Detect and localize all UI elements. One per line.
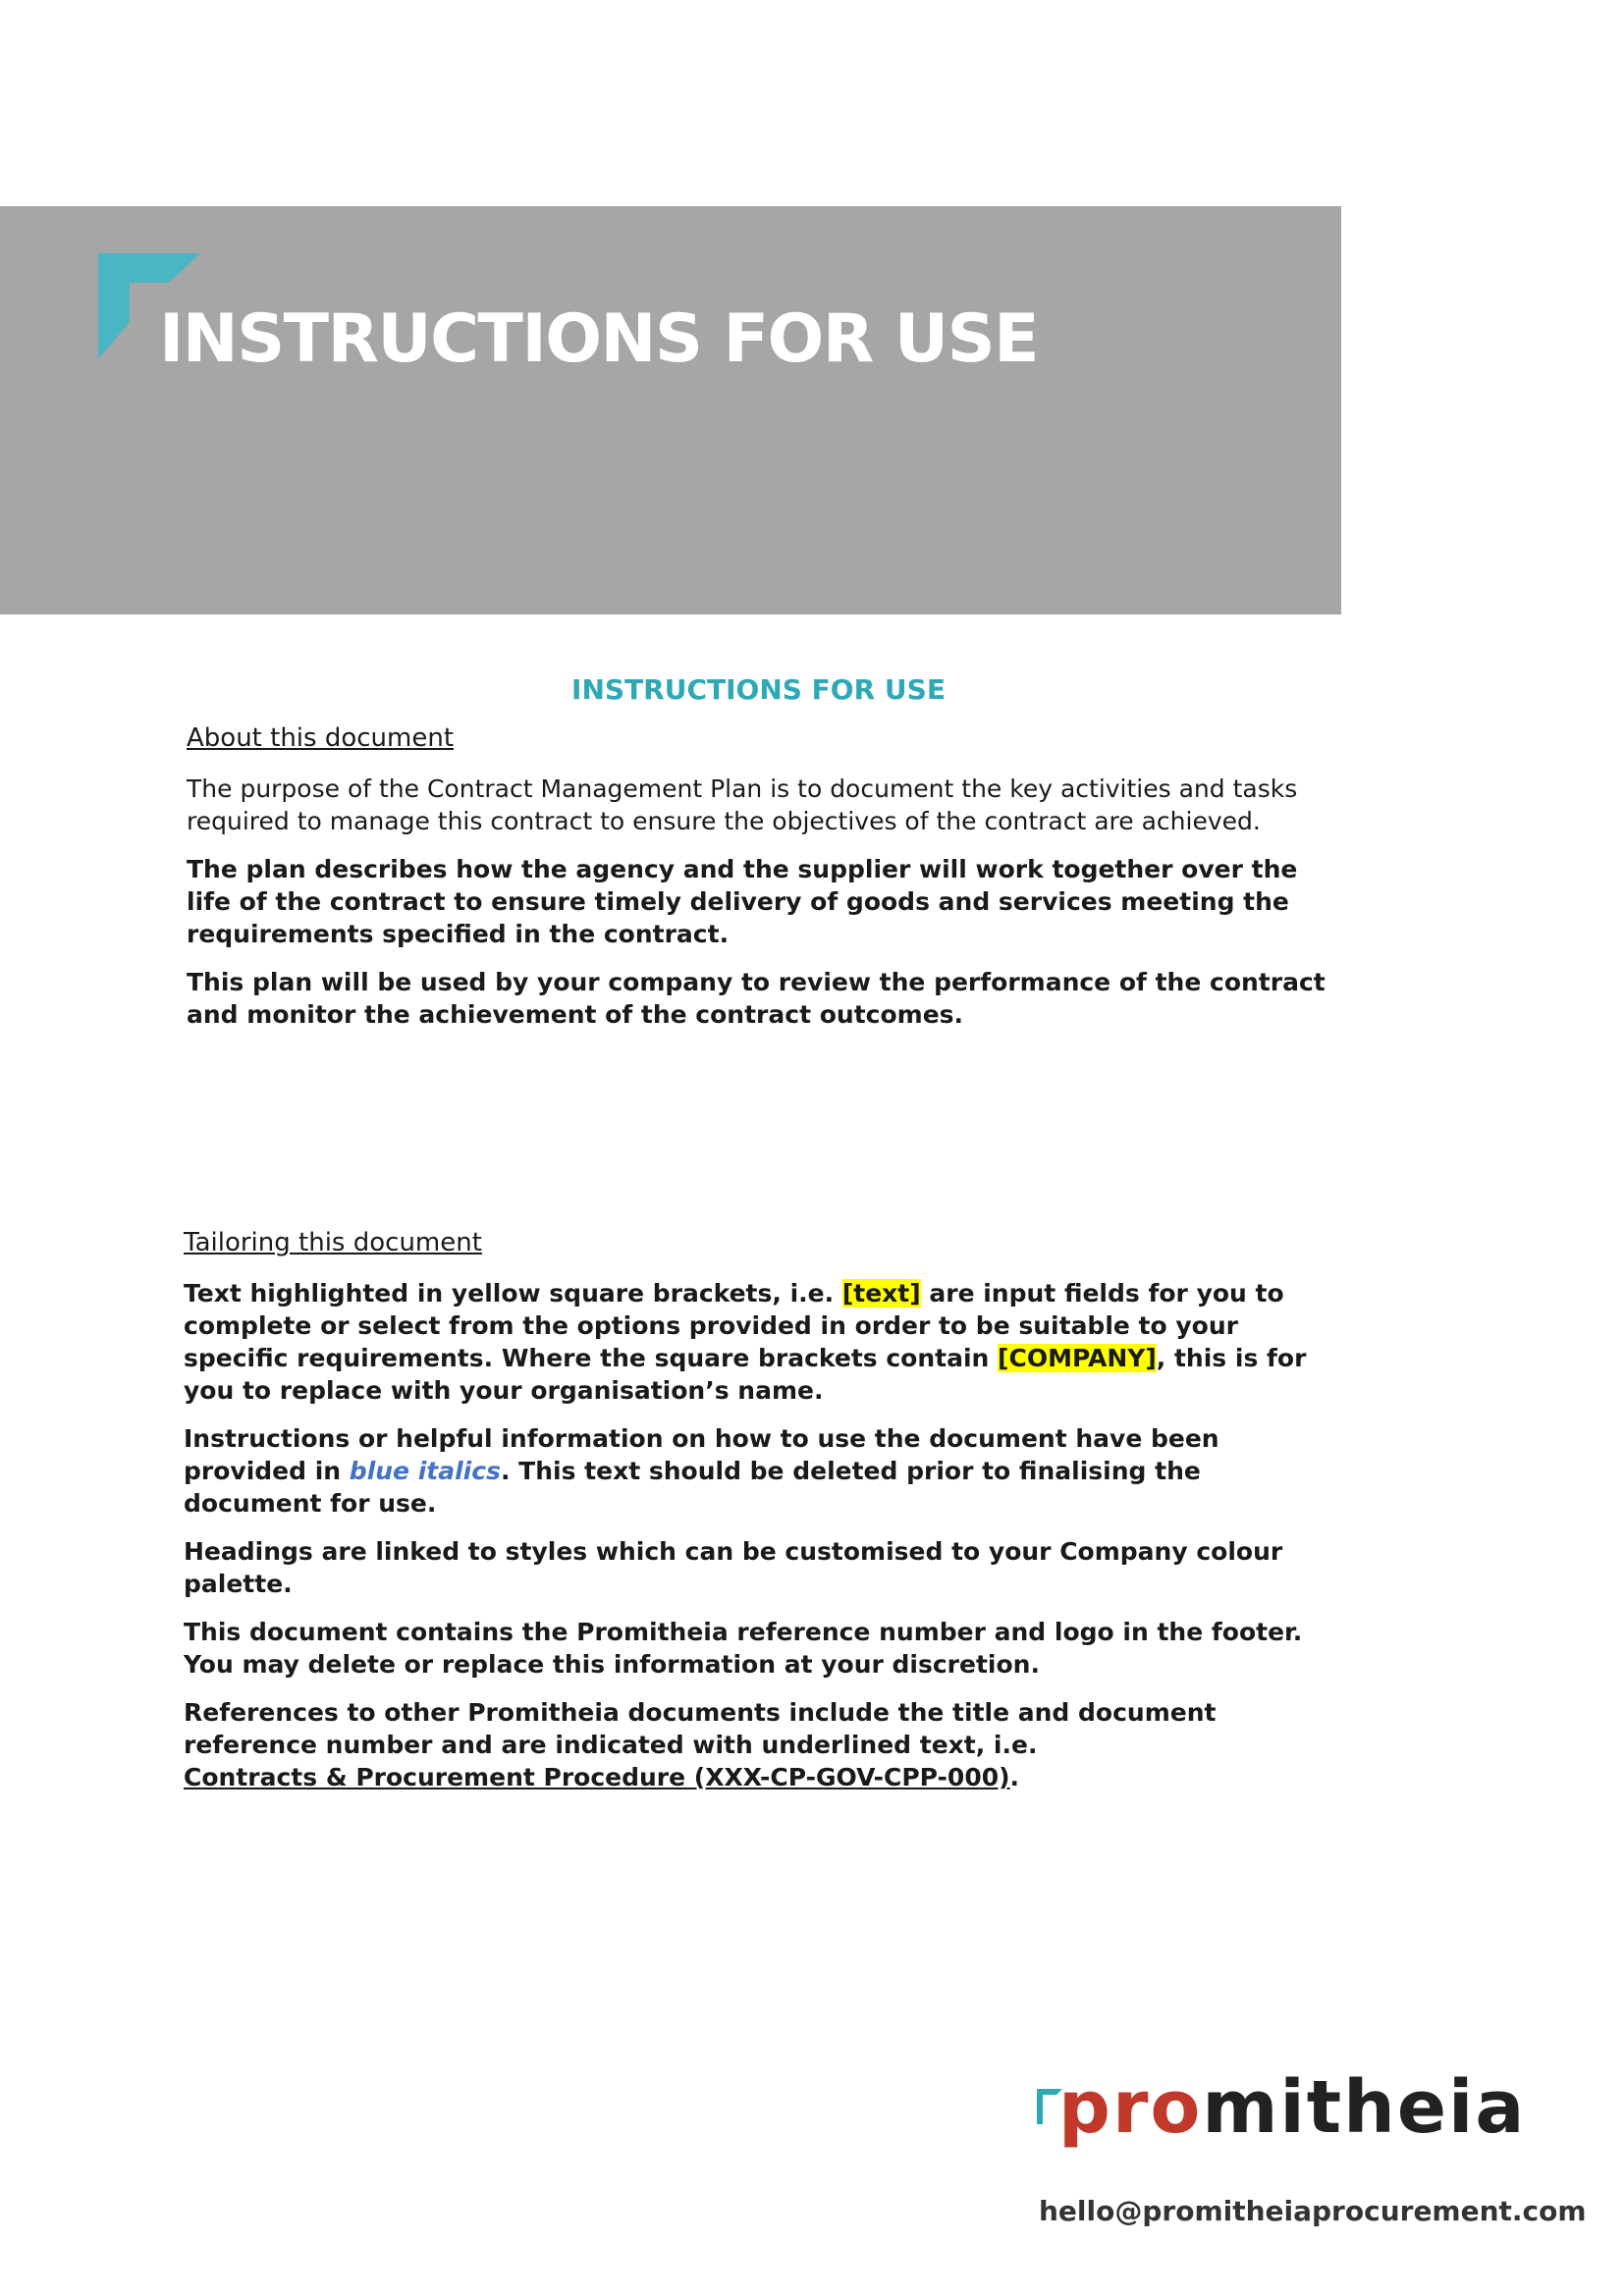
contact-email[interactable]: hello@promitheiaprocurement.com: [1039, 2195, 1587, 2227]
about-paragraph-2: The plan describes how the agency and the supplier will work together over the life of the contract to ensure timely delivery of goods and services meeting the requirements specified in the contract.: [187, 855, 1298, 948]
tailoring-paragraph-2: [184, 1422, 1342, 1520]
title-banner: [0, 206, 1341, 614]
promitheia-logo: [1037, 2065, 1528, 2167]
tailoring-p1-text: Text highlighted in yellow square brackets, i.e.: [184, 1279, 842, 1308]
tailoring-paragraph-1: [184, 1277, 1342, 1407]
tailoring-p1-text-3: , this is for you to replace with your organisation’s name.: [184, 1344, 1307, 1405]
procedure-reference-link[interactable]: Contracts & Procurement Procedure (XXX-CP-GOV-CPP-000): [184, 1763, 1010, 1791]
tailoring-paragraph-3: Headings are linked to styles which can be customised to your Company colour palette.: [184, 1537, 1283, 1598]
logo-mitheia: mitheia: [1202, 2065, 1527, 2150]
tailoring-p5-end: .: [1009, 1763, 1020, 1791]
blue-italics-sample: blue italics: [349, 1457, 501, 1485]
about-section: [187, 722, 1345, 1046]
logo-pro: pro: [1058, 2065, 1203, 2150]
tailoring-p2-text: Instructions or helpful information on how to use the document have been provided in: [184, 1424, 1219, 1485]
logo-wordmark: [1058, 2065, 1527, 2150]
tailoring-p1-text-2: are input fields for you to complete or select from the options provided in order to be suitable to your specific requirements. Where the square brackets contain: [184, 1279, 1284, 1372]
text-placeholder-tag: [text]: [841, 1279, 921, 1308]
tailoring-p2-text-2: . This text should be deleted prior to finalising the document for use.: [184, 1457, 1201, 1518]
tailoring-paragraph-5: [184, 1696, 1342, 1793]
about-heading: About this document: [187, 723, 455, 753]
about-paragraph-3: This plan will be used by your company to review the performance of the contract and monitor the achievement of the contract outcomes.: [187, 968, 1326, 1029]
section-heading: INSTRUCTIONS FOR USE: [571, 673, 946, 706]
about-paragraph-1: The purpose of the Contract Management Plan is to document the key activities and tasks required to manage this contract to ensure the objectives of the contract are achieved.: [187, 774, 1298, 835]
banner-title: INSTRUCTIONS FOR USE: [159, 300, 1039, 378]
tailoring-heading: Tailoring this document: [184, 1228, 482, 1257]
tailoring-section: [184, 1227, 1342, 1809]
company-placeholder-tag: [COMPANY]: [998, 1344, 1157, 1372]
tailoring-p5-text: References to other Promitheia documents include the title and document reference number and are indicated with underlined text, i.e.: [184, 1698, 1217, 1759]
tailoring-paragraph-4: This document contains the Promitheia reference number and logo in the footer. You may delete or replace this information at your discretion.: [184, 1618, 1303, 1679]
